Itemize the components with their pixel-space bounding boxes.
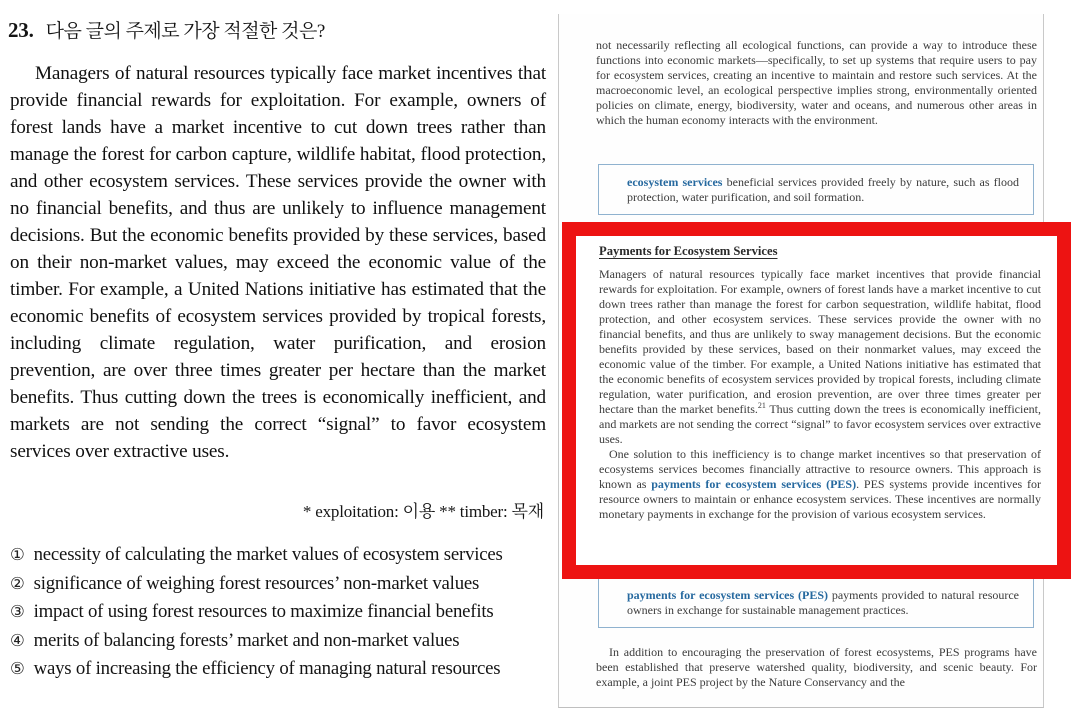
choice-text-2: significance of weighing forest resources’ non-market values: [33, 572, 480, 594]
definition-term-pes: payments for ecosystem services (PES): [627, 588, 828, 602]
answer-choice-4: [10, 627, 555, 656]
answer-choice-5: [10, 655, 555, 684]
section-paragraph-1: [599, 267, 1041, 447]
definition-term-ecosystem-services: ecosystem services: [627, 175, 723, 189]
choice-text-1: necessity of calculating the market values of ecosystem services: [33, 544, 503, 565]
question-number: 23.: [8, 18, 34, 42]
choice-marker-4: ④: [10, 630, 25, 650]
answer-choice-2: [10, 570, 555, 599]
question-prompt: 다음 글의 주제로 가장 적절한 것은?: [45, 21, 325, 42]
choice-text-4: merits of balancing forests’ market and non-market values: [33, 629, 460, 651]
choice-marker-2: ②: [10, 573, 25, 593]
glossary-note: * exploitation: 이용 ** timber: 목재: [302, 502, 544, 521]
definition-text-pes: payments provided to natural resource owners in exchange for sustainable management practices.: [627, 588, 1020, 617]
question-header: [8, 16, 548, 43]
answer-choice-1: [10, 541, 555, 570]
textbook-closing-paragraph: In addition to encouraging the preservation of forest ecosystems, PES programs have been established that preserve watershed quality, biodiversity, and scenic beauty. For example, a joint PES project by the Nature Conservancy and the: [596, 645, 1037, 689]
choice-text-5: ways of increasing the efficiency of managing natural resources: [33, 658, 501, 680]
section-paragraph-2-text: One solution to this inefficiency is to change market incentives so that preservation of ecosystems services becomes financially attractive to resource owners. This approach is known as: [599, 447, 1041, 491]
pes-term-highlight: payments for ecosystem services (PES): [651, 477, 857, 491]
answer-choices: [10, 541, 555, 684]
choice-marker-5: ⑤: [10, 659, 25, 679]
section-paragraph-2: [599, 447, 1041, 522]
definition-box-ecosystem-services: [598, 164, 1034, 215]
section-paragraph-2-continued: . PES systems provide incentives for resource owners to maintain or enhance ecosystem services. These incentives are normally monetary payments in exchange for the provision of various ecosystem services.: [599, 477, 1042, 521]
section-paragraph-1-text: Managers of natural resources typically face market incentives that provide financial rewards for exploitation. For example, owners of forest lands have a market incentive to cut down trees rather than manage the forest for carbon sequestration, wildlife habitat, flood protection, and other ecosystem services. These services provide the owner with no financial benefits, and thus are unlikely to sway management decisions. But the economic benefits provided by these services, based on their nonmarket values, may exceed the economic value of the timber. For example, a United Nations initiative has estimated that the economic benefits of ecosystem services provided by tropical forests, including climate regulation, water purification, and erosion prevention, are over three times greater per hectare than the market benefits.: [599, 267, 1041, 416]
answer-choice-3: [10, 598, 555, 627]
definition-box-pes: [598, 577, 1034, 628]
textbook-intro-paragraph: not necessarily reflecting all ecological functions, can provide a way to introduce these functions into economic markets—specifically, to set up systems that require users to pay for ecosystem services, creating an incentive to maintain and restore such services. At the macroeconomic level, an ecological perspective implies strong, environmentally oriented policies on climate, energy, biodiversity, water and oceans, and numerous other areas in which the human economy interacts with the environment.: [596, 38, 1037, 127]
red-highlight-annotation-box: [562, 222, 1071, 579]
section-paragraph-1-continued: Thus cutting down the trees is economically inefficient, and markets are not sending the correct “signal” to favor ecosystem services over extractive uses.: [599, 402, 1042, 446]
footnote-reference: 21: [757, 401, 766, 410]
question-passage: Managers of natural resources typically face market incentives that provide financial rewards for exploitation. For example, owners of forest lands have a market incentive to cut down trees rather than manage the forest for carbon capture, wildlife habitat, flood protection, and other ecosystem services. These services provide the owner with no financial benefits, and thus are unlikely to influence management decisions. But the economic benefits provided by these services, based on their non-market values, may exceed the economic value of the timber. For example, a United Nations initiative has estimated that the economic benefits of ecosystem services provided by tropical forests, including climate regulation, water purification, and erosion prevention, are over three times greater per hectare than the market benefits. Thus cutting down the trees is economically inefficient, and markets are not sending the correct “signal” to favor ecosystem services over extractive uses.: [10, 63, 546, 462]
choice-marker-1: ①: [10, 545, 25, 564]
choice-marker-3: ③: [10, 602, 25, 622]
section-heading: Payments for Ecosystem Services: [599, 244, 778, 258]
choice-text-3: impact of using forest resources to maximize financial benefits: [33, 601, 494, 623]
definition-text-ecosystem-services: beneficial services provided freely by nature, such as flood protection, water purification, and soil formation.: [627, 175, 1020, 204]
